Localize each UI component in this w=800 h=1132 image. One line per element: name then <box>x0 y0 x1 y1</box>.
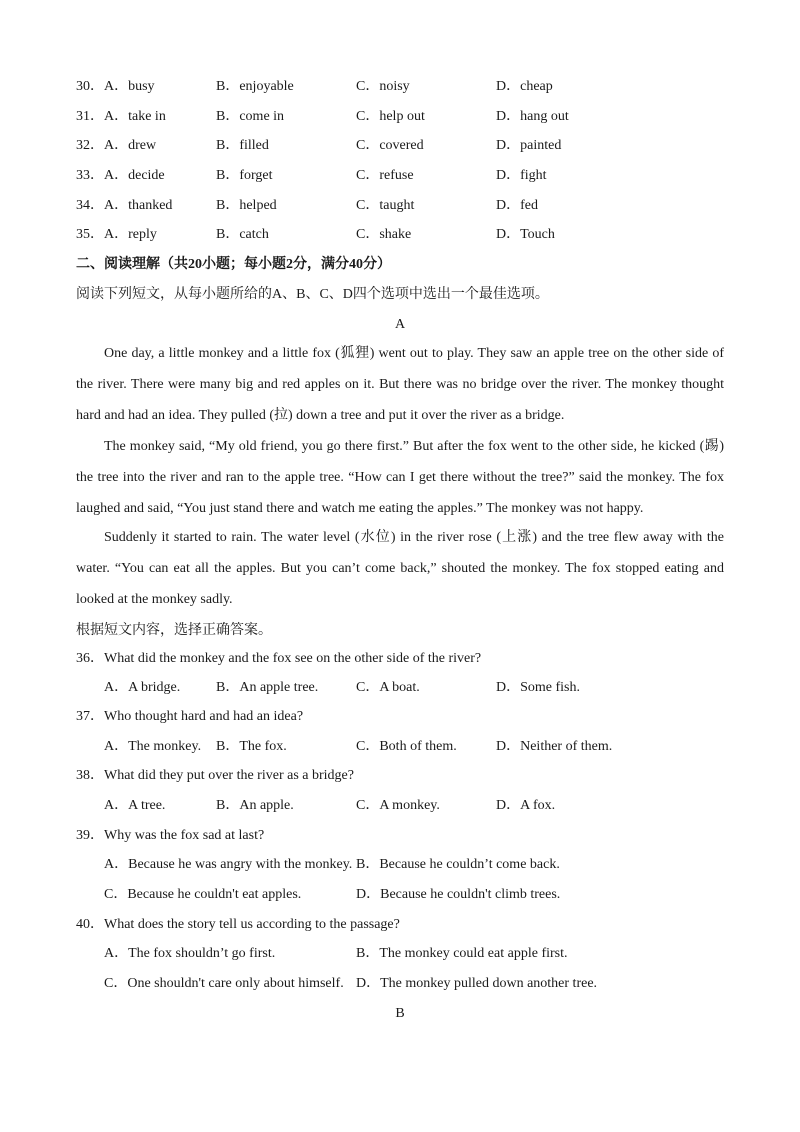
question-number: 35． <box>76 227 104 242</box>
passage-title: A <box>394 317 406 332</box>
option-c: C．Both of them. <box>356 739 457 754</box>
option-c: C．A boat. <box>356 680 420 695</box>
question-options <box>0 854 800 876</box>
option-d: D．Touch <box>496 227 555 242</box>
option-c: C．covered <box>356 138 424 153</box>
option-a: A．The monkey. <box>104 739 202 754</box>
option-a: A．A tree. <box>104 798 166 813</box>
option-c: C．help out <box>356 109 425 124</box>
option-d: D．fight <box>496 168 547 183</box>
option-b: B．come in <box>216 109 285 124</box>
option-c: C．A monkey. <box>356 798 440 813</box>
question-options <box>0 736 800 758</box>
question-options <box>0 943 800 965</box>
option-a: A．take in <box>104 109 166 124</box>
option-row-33 <box>0 165 800 187</box>
option-b: B．The monkey could eat apple first. <box>356 946 568 961</box>
option-d: D．Some fish. <box>496 680 580 695</box>
question-instruction: 根据短文内容，选择正确答案。 <box>76 623 272 638</box>
question-options <box>0 973 800 995</box>
option-b: B．forget <box>216 168 273 183</box>
option-a: A．reply <box>104 227 157 242</box>
option-d: D．Because he couldn't climb trees. <box>356 887 561 902</box>
option-c: C．Because he couldn't eat apples. <box>104 887 302 902</box>
option-a: A．Because he was angry with the monkey. <box>104 857 353 872</box>
option-a: A．thanked <box>104 198 173 213</box>
option-b: B．An apple. <box>216 798 294 813</box>
section-heading: 二、阅读理解（共20小题；每小题2分，满分40分） <box>76 257 391 272</box>
passage-paragraph: Suddenly it started to rain. The water level (水位) in the river rose (上涨) and the tree flew away with the water. “You can eat all the apples. But you can’t come back,” shouted the monkey. The fox stopped eating and looked at the monkey sadly. <box>76 530 724 607</box>
option-row-31 <box>0 106 800 128</box>
question-stem: 38．What did they put over the river as a bridge? <box>76 768 354 783</box>
question-stem: 36．What did the monkey and the fox see on the other side of the river? <box>76 651 482 666</box>
option-b: B．An apple tree. <box>216 680 319 695</box>
option-a: 30． <box>76 79 104 94</box>
question-number: 31． <box>76 109 104 124</box>
question-stem: 39．Why was the fox sad at last? <box>76 828 265 843</box>
question-options <box>0 795 800 817</box>
passage-paragraph: The monkey said, “My old friend, you go there first.” But after the fox went to the other side, he kicked (踢) the tree into the river and ran to the apple tree. “How can I get there without the tree?” said the monkey. The fox laughed and said, “You just stand there and watch me eating the apples.” The monkey was not happy. <box>76 439 724 516</box>
option-d: D．painted <box>496 138 562 153</box>
question-stem: 40．What does the story tell us according to the passage? <box>76 917 400 932</box>
option-d: D．cheap <box>496 79 553 94</box>
option-c: C．shake <box>356 227 412 242</box>
option-d: D．The monkey pulled down another tree. <box>356 976 598 991</box>
option-b: B．The fox. <box>216 739 287 754</box>
option-a: A．busy <box>104 79 155 94</box>
option-c: C．refuse <box>356 168 414 183</box>
option-row-32 <box>0 135 800 157</box>
option-c: C．noisy <box>356 79 410 94</box>
question-options <box>0 884 800 906</box>
option-row-34 <box>0 195 800 217</box>
option-a: A．The fox shouldn’t go first. <box>104 946 276 961</box>
option-d: D．A fox. <box>496 798 556 813</box>
passage-title: B <box>395 1006 405 1021</box>
question-number: 34． <box>76 198 104 213</box>
option-a: A．A bridge. <box>104 680 181 695</box>
option-b: B．catch <box>216 227 269 242</box>
option-a: A．drew <box>104 138 157 153</box>
option-b: B．helped <box>216 198 277 213</box>
option-row-30 <box>0 76 800 98</box>
option-b: B．Because he couldn’t come back. <box>356 857 560 872</box>
option-d: D．Neither of them. <box>496 739 613 754</box>
question-stem: 37．Who thought hard and had an idea? <box>76 709 304 724</box>
question-number: 33． <box>76 168 104 183</box>
option-row-35 <box>0 224 800 246</box>
option-d: D．fed <box>496 198 538 213</box>
section-instruction: 阅读下列短文，从每小题所给的A、B、C、D四个选项中选出一个最佳选项。 <box>76 287 549 302</box>
option-d: D．hang out <box>496 109 569 124</box>
option-c: C．taught <box>356 198 415 213</box>
passage-paragraph: One day, a little monkey and a little fox (狐狸) went out to play. They saw an apple tree on the other side of the river. There were many big and red apples on it. But there was no bridge over the river. The monkey thought hard and had an idea. They pulled (拉) down a tree and put it over the river as a bridge. <box>76 346 724 423</box>
option-a: A．decide <box>104 168 165 183</box>
option-c: C．One shouldn't care only about himself. <box>104 976 344 991</box>
question-options <box>0 677 800 699</box>
option-b: B．filled <box>216 138 269 153</box>
question-number: 32． <box>76 138 104 153</box>
option-b: B．enjoyable <box>216 79 294 94</box>
